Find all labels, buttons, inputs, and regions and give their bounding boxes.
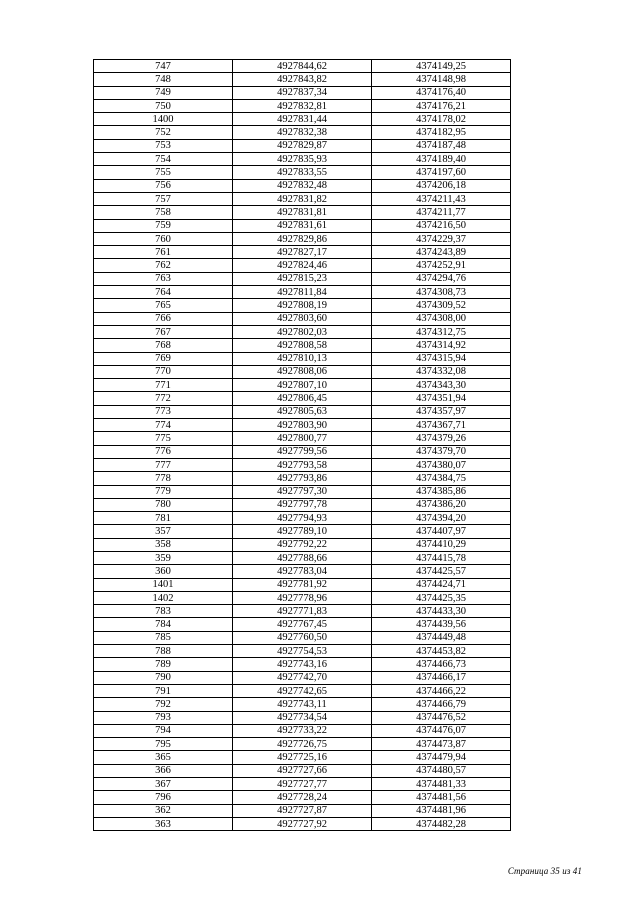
y-coordinate-cell: 4374394,20	[372, 512, 511, 525]
point-number-cell: 767	[94, 325, 233, 338]
y-coordinate-cell: 4374466,17	[372, 671, 511, 684]
y-coordinate-cell: 4374182,95	[372, 126, 511, 139]
table-row	[94, 405, 511, 418]
table-row	[94, 498, 511, 511]
point-number-cell: 748	[94, 73, 233, 86]
x-coordinate-cell: 4927805,63	[233, 405, 372, 418]
x-coordinate-cell: 4927767,45	[233, 618, 372, 631]
table-row	[94, 791, 511, 804]
y-coordinate-cell: 4374211,43	[372, 192, 511, 205]
x-coordinate-cell: 4927810,13	[233, 352, 372, 365]
x-coordinate-cell: 4927831,61	[233, 219, 372, 232]
y-coordinate-cell: 4374433,30	[372, 605, 511, 618]
table-row	[94, 698, 511, 711]
x-coordinate-cell: 4927743,16	[233, 658, 372, 671]
x-coordinate-cell: 4927733,22	[233, 724, 372, 737]
y-coordinate-cell: 4374148,98	[372, 73, 511, 86]
table-row	[94, 113, 511, 126]
y-coordinate-cell: 4374476,07	[372, 724, 511, 737]
table-row	[94, 445, 511, 458]
x-coordinate-cell: 4927800,77	[233, 432, 372, 445]
x-coordinate-cell: 4927811,84	[233, 286, 372, 299]
y-coordinate-cell: 4374481,33	[372, 778, 511, 791]
table-row	[94, 711, 511, 724]
point-number-cell: 779	[94, 485, 233, 498]
x-coordinate-cell: 4927837,34	[233, 86, 372, 99]
x-coordinate-cell: 4927727,66	[233, 764, 372, 777]
table-row	[94, 631, 511, 644]
point-number-cell: 765	[94, 299, 233, 312]
point-number-cell: 784	[94, 618, 233, 631]
point-number-cell: 360	[94, 565, 233, 578]
y-coordinate-cell: 4374351,94	[372, 392, 511, 405]
y-coordinate-cell: 4374415,78	[372, 551, 511, 564]
y-coordinate-cell: 4374385,86	[372, 485, 511, 498]
table-row	[94, 272, 511, 285]
x-coordinate-cell: 4927806,45	[233, 392, 372, 405]
y-coordinate-cell: 4374229,37	[372, 232, 511, 245]
table-row	[94, 671, 511, 684]
point-number-cell: 790	[94, 671, 233, 684]
table-row	[94, 325, 511, 338]
table-row	[94, 658, 511, 671]
table-row	[94, 764, 511, 777]
x-coordinate-cell: 4927807,10	[233, 379, 372, 392]
y-coordinate-cell: 4374481,96	[372, 804, 511, 817]
point-number-cell: 768	[94, 339, 233, 352]
table-row	[94, 153, 511, 166]
table-row	[94, 219, 511, 232]
point-number-cell: 367	[94, 778, 233, 791]
x-coordinate-cell: 4927794,93	[233, 512, 372, 525]
table-row	[94, 817, 511, 830]
table-row	[94, 645, 511, 658]
point-number-cell: 1401	[94, 578, 233, 591]
point-number-cell: 757	[94, 192, 233, 205]
x-coordinate-cell: 4927831,82	[233, 192, 372, 205]
table-row	[94, 365, 511, 378]
point-number-cell: 750	[94, 99, 233, 112]
table-row	[94, 538, 511, 551]
table-row	[94, 618, 511, 631]
y-coordinate-cell: 4374379,26	[372, 432, 511, 445]
point-number-cell: 1402	[94, 591, 233, 604]
point-number-cell: 773	[94, 405, 233, 418]
x-coordinate-cell: 4927781,92	[233, 578, 372, 591]
x-coordinate-cell: 4927727,87	[233, 804, 372, 817]
y-coordinate-cell: 4374357,97	[372, 405, 511, 418]
point-number-cell: 793	[94, 711, 233, 724]
x-coordinate-cell: 4927808,06	[233, 365, 372, 378]
table-row	[94, 139, 511, 152]
table-row	[94, 472, 511, 485]
y-coordinate-cell: 4374473,87	[372, 738, 511, 751]
point-number-cell: 777	[94, 458, 233, 471]
y-coordinate-cell: 4374315,94	[372, 352, 511, 365]
y-coordinate-cell: 4374380,07	[372, 458, 511, 471]
x-coordinate-cell: 4927760,50	[233, 631, 372, 644]
y-coordinate-cell: 4374308,00	[372, 312, 511, 325]
y-coordinate-cell: 4374481,56	[372, 791, 511, 804]
point-number-cell: 749	[94, 86, 233, 99]
point-number-cell: 795	[94, 738, 233, 751]
table-row	[94, 339, 511, 352]
point-number-cell: 785	[94, 631, 233, 644]
x-coordinate-cell: 4927829,86	[233, 232, 372, 245]
y-coordinate-cell: 4374252,91	[372, 259, 511, 272]
point-number-cell: 788	[94, 645, 233, 658]
point-number-cell: 775	[94, 432, 233, 445]
x-coordinate-cell: 4927799,56	[233, 445, 372, 458]
x-coordinate-cell: 4927734,54	[233, 711, 372, 724]
point-number-cell: 754	[94, 153, 233, 166]
y-coordinate-cell: 4374206,18	[372, 179, 511, 192]
x-coordinate-cell: 4927797,78	[233, 498, 372, 511]
table-row	[94, 60, 511, 73]
table-row	[94, 206, 511, 219]
y-coordinate-cell: 4374439,56	[372, 618, 511, 631]
y-coordinate-cell: 4374379,70	[372, 445, 511, 458]
table-row	[94, 432, 511, 445]
table-row	[94, 166, 511, 179]
point-number-cell: 771	[94, 379, 233, 392]
y-coordinate-cell: 4374410,29	[372, 538, 511, 551]
x-coordinate-cell: 4927793,86	[233, 472, 372, 485]
point-number-cell: 759	[94, 219, 233, 232]
x-coordinate-cell: 4927803,60	[233, 312, 372, 325]
table-row	[94, 192, 511, 205]
table-row	[94, 458, 511, 471]
point-number-cell: 365	[94, 751, 233, 764]
y-coordinate-cell: 4374367,71	[372, 419, 511, 432]
x-coordinate-cell: 4927832,81	[233, 99, 372, 112]
x-coordinate-cell: 4927843,82	[233, 73, 372, 86]
point-number-cell: 796	[94, 791, 233, 804]
y-coordinate-cell: 4374149,25	[372, 60, 511, 73]
table-row	[94, 286, 511, 299]
point-number-cell: 772	[94, 392, 233, 405]
point-number-cell: 752	[94, 126, 233, 139]
x-coordinate-cell: 4927808,58	[233, 339, 372, 352]
y-coordinate-cell: 4374176,40	[372, 86, 511, 99]
point-number-cell: 763	[94, 272, 233, 285]
y-coordinate-cell: 4374425,35	[372, 591, 511, 604]
y-coordinate-cell: 4374211,77	[372, 206, 511, 219]
table-row	[94, 246, 511, 259]
point-number-cell: 780	[94, 498, 233, 511]
point-number-cell: 359	[94, 551, 233, 564]
table-row	[94, 232, 511, 245]
x-coordinate-cell: 4927725,16	[233, 751, 372, 764]
x-coordinate-cell: 4927727,92	[233, 817, 372, 830]
x-coordinate-cell: 4927844,62	[233, 60, 372, 73]
x-coordinate-cell: 4927726,75	[233, 738, 372, 751]
x-coordinate-cell: 4927808,19	[233, 299, 372, 312]
x-coordinate-cell: 4927788,66	[233, 551, 372, 564]
x-coordinate-cell: 4927803,90	[233, 419, 372, 432]
y-coordinate-cell: 4374449,48	[372, 631, 511, 644]
point-number-cell: 783	[94, 605, 233, 618]
table-row	[94, 512, 511, 525]
point-number-cell: 769	[94, 352, 233, 365]
table-row	[94, 551, 511, 564]
table-row	[94, 684, 511, 697]
y-coordinate-cell: 4374482,28	[372, 817, 511, 830]
x-coordinate-cell: 4927754,53	[233, 645, 372, 658]
x-coordinate-cell: 4927742,65	[233, 684, 372, 697]
point-number-cell: 362	[94, 804, 233, 817]
x-coordinate-cell: 4927824,46	[233, 259, 372, 272]
x-coordinate-cell: 4927831,81	[233, 206, 372, 219]
y-coordinate-cell: 4374466,22	[372, 684, 511, 697]
table-row	[94, 419, 511, 432]
point-number-cell: 764	[94, 286, 233, 299]
y-coordinate-cell: 4374243,89	[372, 246, 511, 259]
point-number-cell: 770	[94, 365, 233, 378]
y-coordinate-cell: 4374216,50	[372, 219, 511, 232]
x-coordinate-cell: 4927778,96	[233, 591, 372, 604]
y-coordinate-cell: 4374176,21	[372, 99, 511, 112]
point-number-cell: 781	[94, 512, 233, 525]
point-number-cell: 794	[94, 724, 233, 737]
table-row	[94, 605, 511, 618]
table-row	[94, 724, 511, 737]
coordinates-table	[93, 59, 511, 831]
table-row	[94, 179, 511, 192]
x-coordinate-cell: 4927835,93	[233, 153, 372, 166]
y-coordinate-cell: 4374332,08	[372, 365, 511, 378]
y-coordinate-cell: 4374466,79	[372, 698, 511, 711]
y-coordinate-cell: 4374479,94	[372, 751, 511, 764]
y-coordinate-cell: 4374343,30	[372, 379, 511, 392]
point-number-cell: 363	[94, 817, 233, 830]
x-coordinate-cell: 4927783,04	[233, 565, 372, 578]
y-coordinate-cell: 4374425,57	[372, 565, 511, 578]
point-number-cell: 753	[94, 139, 233, 152]
table-row	[94, 591, 511, 604]
x-coordinate-cell: 4927728,24	[233, 791, 372, 804]
x-coordinate-cell: 4927793,58	[233, 458, 372, 471]
point-number-cell: 366	[94, 764, 233, 777]
point-number-cell: 762	[94, 259, 233, 272]
x-coordinate-cell: 4927797,30	[233, 485, 372, 498]
table-row	[94, 778, 511, 791]
point-number-cell: 357	[94, 525, 233, 538]
y-coordinate-cell: 4374407,97	[372, 525, 511, 538]
point-number-cell: 758	[94, 206, 233, 219]
point-number-cell: 358	[94, 538, 233, 551]
table-row	[94, 578, 511, 591]
x-coordinate-cell: 4927802,03	[233, 325, 372, 338]
point-number-cell: 778	[94, 472, 233, 485]
table-row	[94, 299, 511, 312]
point-number-cell: 774	[94, 419, 233, 432]
y-coordinate-cell: 4374384,75	[372, 472, 511, 485]
y-coordinate-cell: 4374314,92	[372, 339, 511, 352]
point-number-cell: 766	[94, 312, 233, 325]
page-number-footer: Страница 35 из 41	[507, 866, 582, 876]
point-number-cell: 760	[94, 232, 233, 245]
x-coordinate-cell: 4927789,10	[233, 525, 372, 538]
point-number-cell: 791	[94, 684, 233, 697]
table-row	[94, 485, 511, 498]
table-row	[94, 525, 511, 538]
table-row	[94, 73, 511, 86]
x-coordinate-cell: 4927815,23	[233, 272, 372, 285]
table-row	[94, 99, 511, 112]
x-coordinate-cell: 4927792,22	[233, 538, 372, 551]
x-coordinate-cell: 4927727,77	[233, 778, 372, 791]
y-coordinate-cell: 4374453,82	[372, 645, 511, 658]
table-row	[94, 392, 511, 405]
table-row	[94, 126, 511, 139]
y-coordinate-cell: 4374309,52	[372, 299, 511, 312]
point-number-cell: 1400	[94, 113, 233, 126]
y-coordinate-cell: 4374424,71	[372, 578, 511, 591]
x-coordinate-cell: 4927832,48	[233, 179, 372, 192]
y-coordinate-cell: 4374189,40	[372, 153, 511, 166]
table-row	[94, 751, 511, 764]
coordinates-table-body	[94, 60, 511, 831]
table-row	[94, 804, 511, 817]
x-coordinate-cell: 4927829,87	[233, 139, 372, 152]
y-coordinate-cell: 4374178,02	[372, 113, 511, 126]
y-coordinate-cell: 4374476,52	[372, 711, 511, 724]
y-coordinate-cell: 4374312,75	[372, 325, 511, 338]
y-coordinate-cell: 4374386,20	[372, 498, 511, 511]
table-row	[94, 738, 511, 751]
point-number-cell: 776	[94, 445, 233, 458]
point-number-cell: 747	[94, 60, 233, 73]
x-coordinate-cell: 4927771,83	[233, 605, 372, 618]
x-coordinate-cell: 4927742,70	[233, 671, 372, 684]
table-row	[94, 312, 511, 325]
point-number-cell: 792	[94, 698, 233, 711]
table-row	[94, 352, 511, 365]
y-coordinate-cell: 4374308,73	[372, 286, 511, 299]
point-number-cell: 789	[94, 658, 233, 671]
x-coordinate-cell: 4927831,44	[233, 113, 372, 126]
table-row	[94, 379, 511, 392]
table-row	[94, 86, 511, 99]
y-coordinate-cell: 4374480,57	[372, 764, 511, 777]
point-number-cell: 755	[94, 166, 233, 179]
point-number-cell: 761	[94, 246, 233, 259]
x-coordinate-cell: 4927832,38	[233, 126, 372, 139]
y-coordinate-cell: 4374187,48	[372, 139, 511, 152]
y-coordinate-cell: 4374294,76	[372, 272, 511, 285]
y-coordinate-cell: 4374197,60	[372, 166, 511, 179]
y-coordinate-cell: 4374466,73	[372, 658, 511, 671]
table-row	[94, 565, 511, 578]
x-coordinate-cell: 4927743,11	[233, 698, 372, 711]
table-row	[94, 259, 511, 272]
point-number-cell: 756	[94, 179, 233, 192]
x-coordinate-cell: 4927833,55	[233, 166, 372, 179]
x-coordinate-cell: 4927827,17	[233, 246, 372, 259]
